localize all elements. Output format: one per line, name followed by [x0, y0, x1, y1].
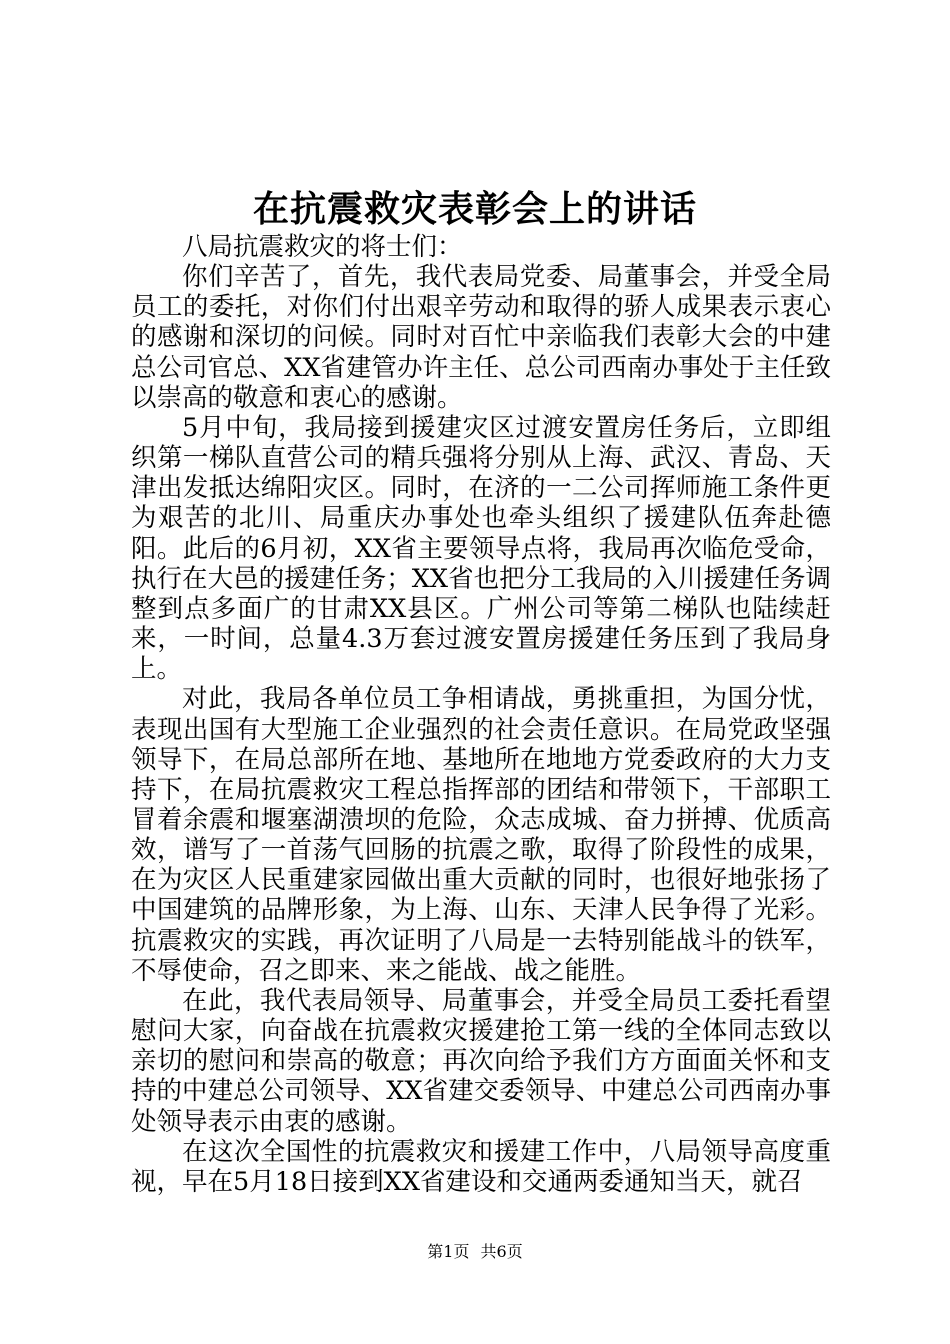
- paragraph-4: 在此，我代表局领导、局董事会，并受全局员工委托看望慰问大家，向奋战在抗震救灾援建抢工第一线的全体同志致以亲切的慰问和崇高的敬意；再次向给予我们方方面面关怀和支持的中建总公司领导、XX省建交委领导、中建总公司西南办事处领导表示由衷的感谢。: [131, 985, 831, 1137]
- page-footer: [0, 1240, 950, 1264]
- page-number: 第1页: [427, 1242, 470, 1261]
- paragraph-5: 在这次全国性的抗震救灾和援建工作中，八局领导高度重视，早在5月18日接到XX省建设和交通两委通知当天，就召: [131, 1136, 831, 1197]
- document-title: 在抗震救灾表彰会上的讲话: [252, 188, 697, 230]
- paragraph-3: 对此，我局各单位员工争相请战，勇挑重担，为国分忧，表现出国有大型施工企业强烈的社会责任意识。在局党政坚强领导下，在局总部所在地、基地所在地地方党委政府的大力支持下，在局抗震救灾工程总指挥部的团结和带领下，干部职工冒着余震和堰塞湖溃坝的危险，众志成城、奋力拼搏、优质高效，谱写了一首荡气回肠的抗震之歌，取得了阶段性的成果，在为灾区人民重建家园做出重大贡献的同时，也很好地张扬了中国建筑的品牌形象，为上海、山东、天津人民争得了光彩。抗震救灾的实践，再次证明了八局是一去特别能战斗的铁军，不辱使命，召之即来、来之能战、战之能胜。: [131, 684, 831, 986]
- paragraph-1: 你们辛苦了，首先，我代表局党委、局董事会，并受全局员工的委托，对你们付出艰辛劳动和取得的骄人成果表示衷心的感谢和深切的问候。同时对百忙中亲临我们表彰大会的中建总公司官总、XX省建管办许主任、总公司西南办事处于主任致以崇高的敬意和衷心的感谢。: [131, 262, 831, 413]
- salutation: 八局抗震救灾的将士们：: [182, 232, 463, 262]
- paragraph-2: 5月中旬，我局接到援建灾区过渡安置房任务后，立即组织第一梯队直营公司的精兵强将分别从上海、武汉、青岛、天津出发抵达绵阳灾区。同时，在济的一二公司挥师施工条件更为艰苦的北川、局重庆办事处也牵头组织了援建队伍奔赴德阳。此后的6月初，XX省主要领导点将，我局再次临危受命，执行在大邑的援建任务；XX省也把分工我局的入川援建任务调整到点多面广的甘肃XX县区。广州公司等第二梯队也陆续赶来，一时间，总量4.3万套过渡安置房援建任务压到了我局身上。: [131, 412, 831, 685]
- document-body: [131, 232, 831, 1197]
- page-total: 共6页: [480, 1242, 523, 1261]
